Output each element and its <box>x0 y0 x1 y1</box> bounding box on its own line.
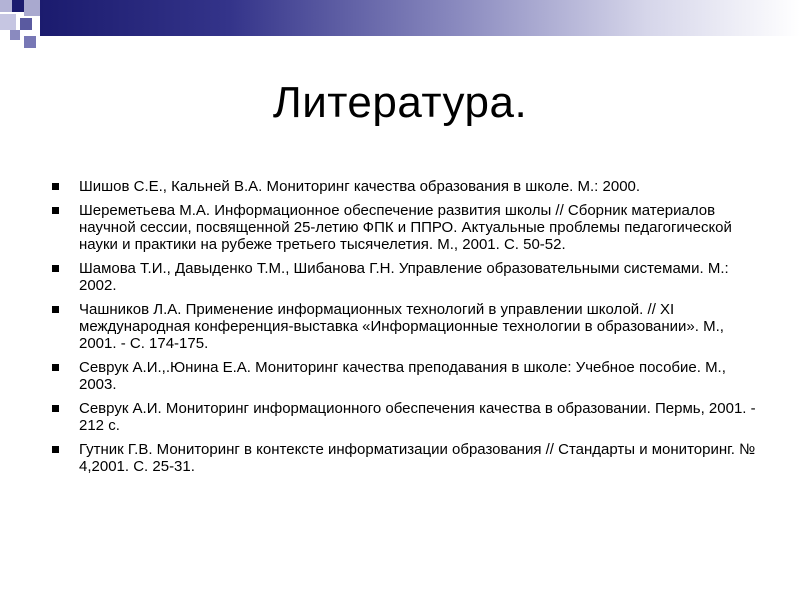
decor-square-1 <box>0 0 12 12</box>
list-item <box>52 441 762 475</box>
list-item-text: Шереметьева М.А. Информационное обеспечение развития школы // Сборник материалов научной сессии, посвященной 25-летию ФПК и ППРО. Актуальные проблемы педагогической науки и практики на рубеже третьего тысячелетия. М., 2001. С. 50-52. <box>79 202 732 253</box>
bullet-marker <box>52 364 59 371</box>
list-item <box>52 178 762 195</box>
list-item <box>52 301 762 352</box>
bullet-marker <box>52 183 59 190</box>
bullet-marker <box>52 405 59 412</box>
references-list <box>52 178 762 482</box>
list-item-text: Шишов С.Е., Кальней В.А. Мониторинг качества образования в школе. М.: 2000. <box>79 178 641 195</box>
list-item <box>52 260 762 294</box>
list-item-text: Севрук А.И.,.Юнина Е.А. Мониторинг качества преподавания в школе: Учебное пособие. М., 2003. <box>79 359 726 393</box>
decor-square-3 <box>24 0 40 16</box>
decor-square-4 <box>0 14 16 30</box>
list-item <box>52 400 762 434</box>
list-item-text: Севрук А.И. Мониторинг информационного обеспечения качества в образовании. Пермь, 2001. - 212 с. <box>79 400 756 434</box>
bullet-marker <box>52 265 59 272</box>
list-item-text: Чашников Л.А. Применение информационных технологий в управлении школой. // XI международная конференция-выставка «Информационные технологии в образовании». М., 2001. - С. 174-175. <box>79 301 724 352</box>
decor-square-5 <box>20 18 32 30</box>
bullet-marker <box>52 207 59 214</box>
list-item <box>52 359 762 393</box>
decor-square-7 <box>24 36 36 48</box>
list-item-text: Шамова Т.И., Давыденко Т.М., Шибанова Г.Н. Управление образовательными системами. М.: 2002. <box>79 260 729 294</box>
list-item <box>52 202 762 253</box>
decor-square-2 <box>12 0 24 12</box>
bullet-marker <box>52 306 59 313</box>
bullet-marker <box>52 446 59 453</box>
header-gradient-bar <box>40 0 800 36</box>
list-item-text: Гутник Г.В. Мониторинг в контексте информатизации образования // Стандарты и мониторинг. № 4,2001. С. 25-31. <box>79 441 756 475</box>
decor-square-6 <box>10 30 20 40</box>
slide-title: Литература. <box>272 78 528 127</box>
